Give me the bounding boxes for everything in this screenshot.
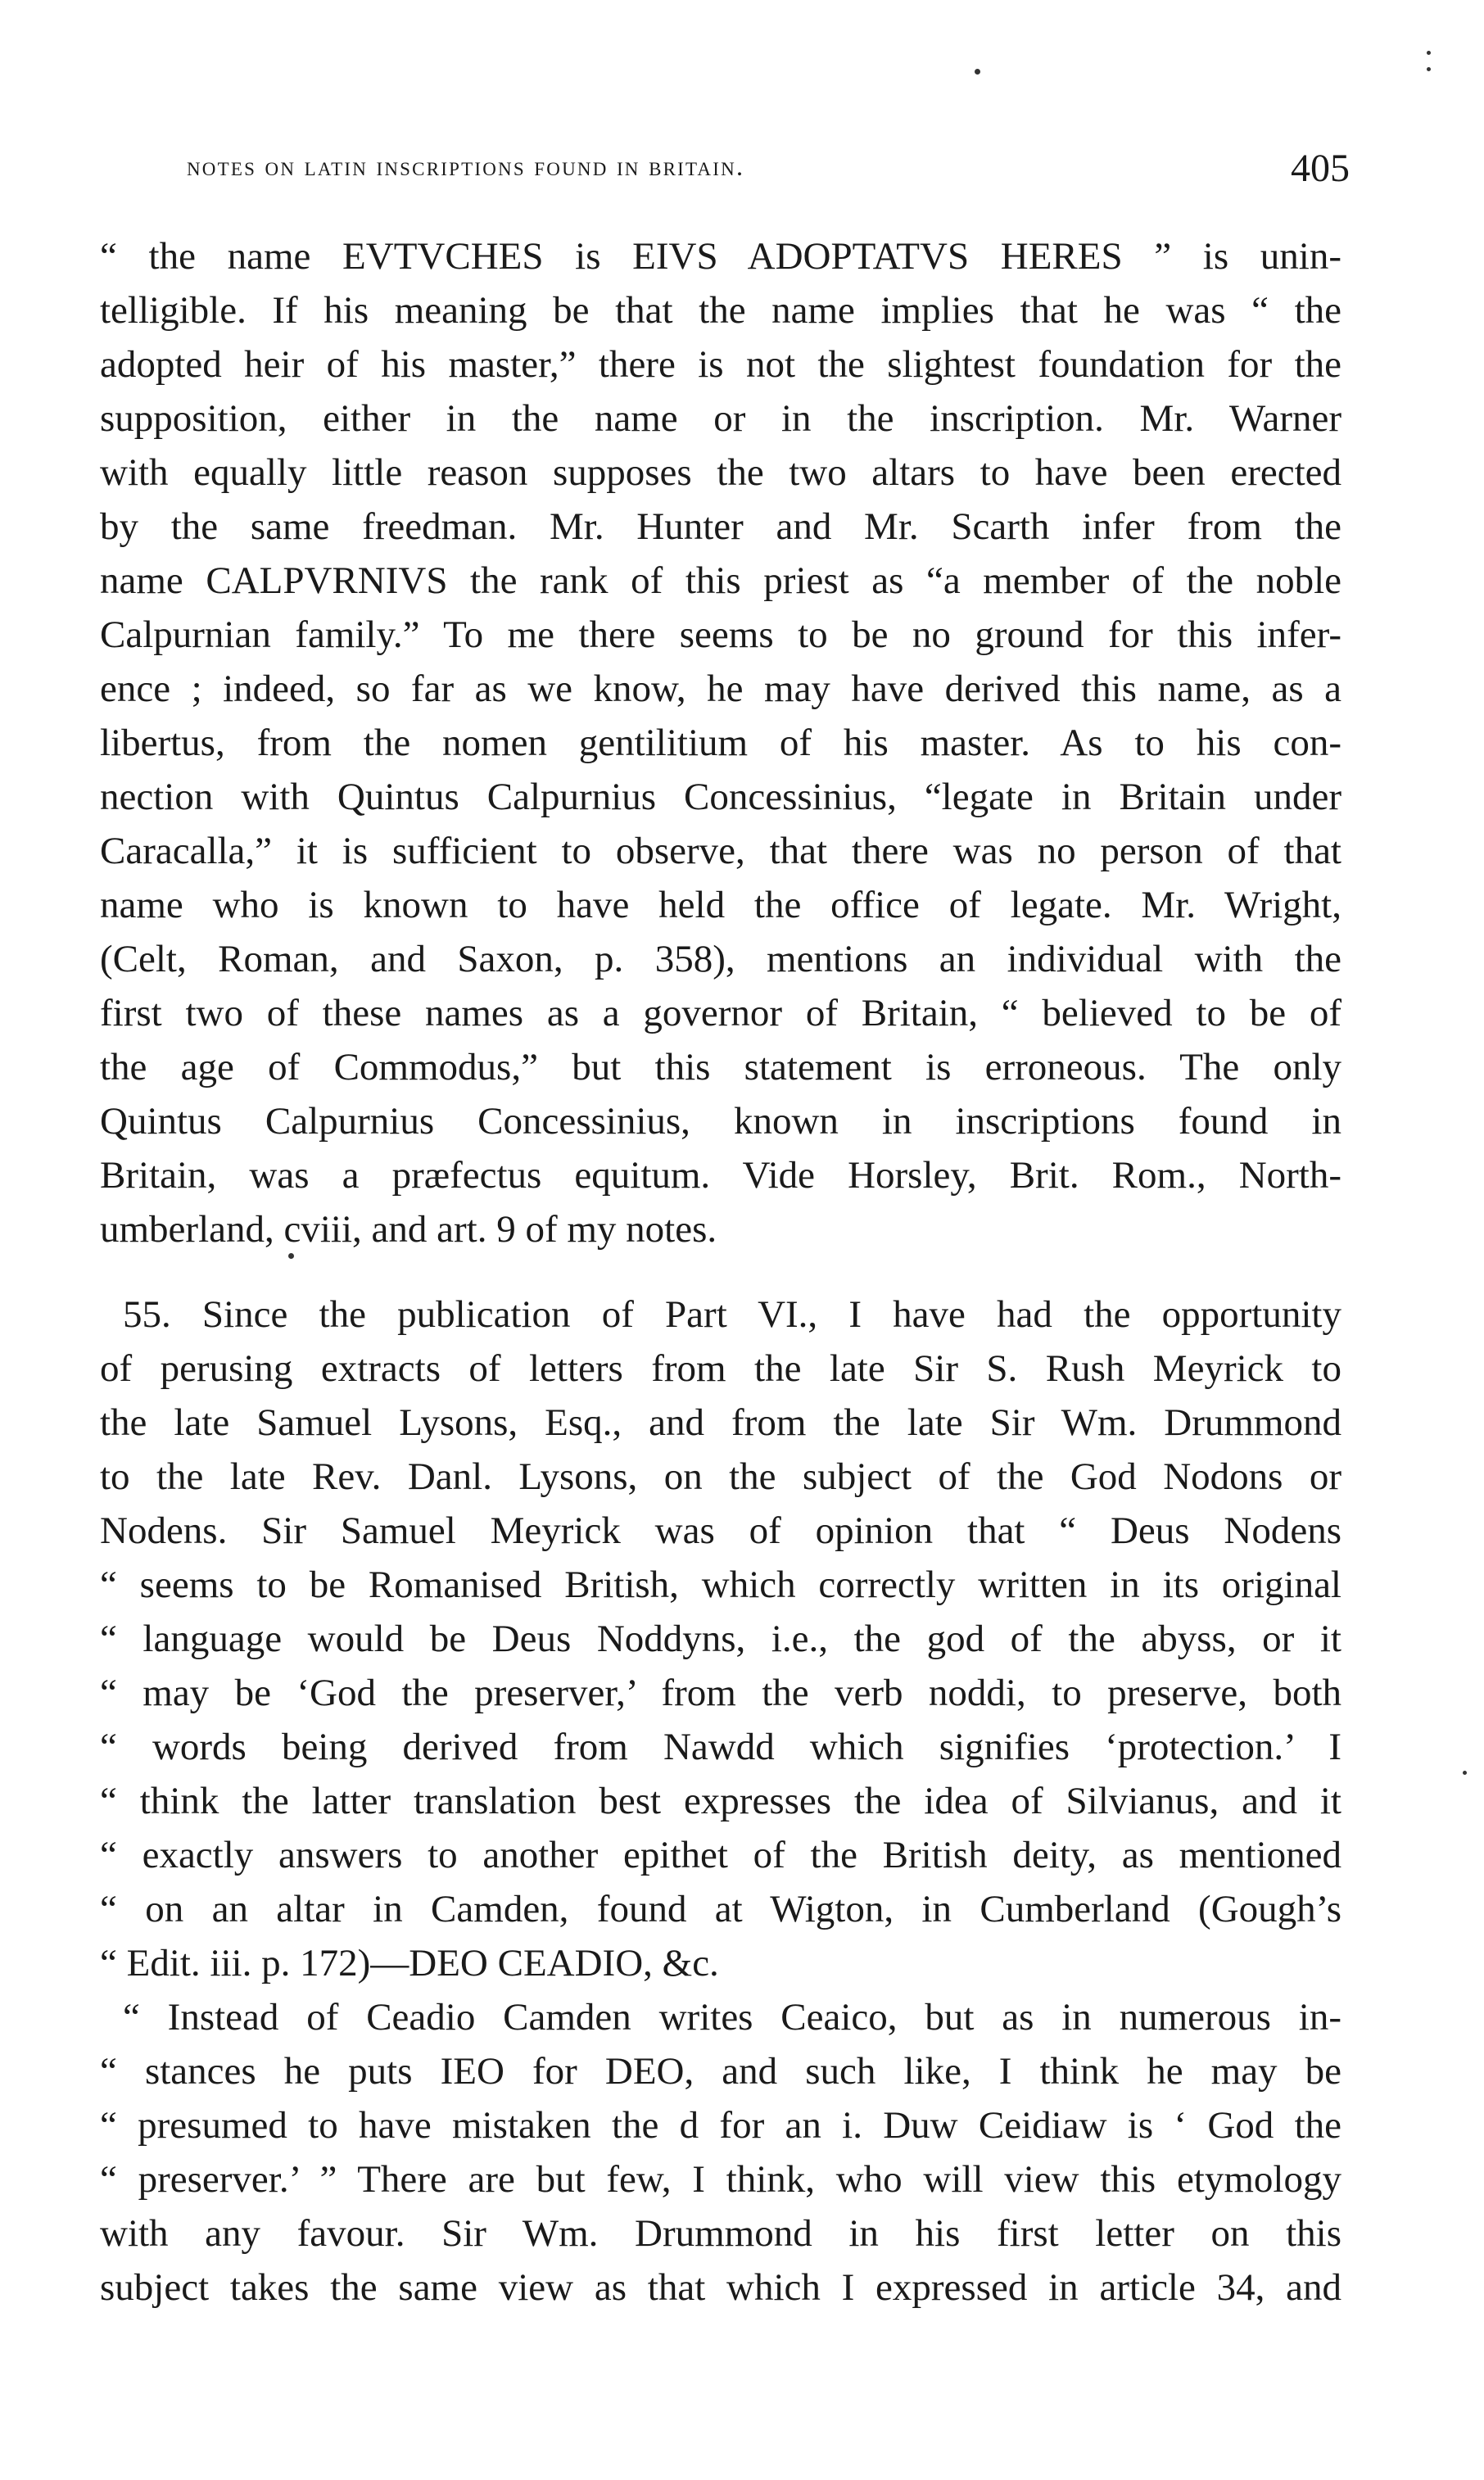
text-line: umberland, cviii, and art. 9 of my notes. [100,1208,717,1251]
running-head: notes on latin inscriptions found in britain. [187,152,745,182]
text-line: “ on an altar in Camden, found at Wigton, in Cumberland (Gough’s [100,1888,1341,1930]
text-line: Quintus Calpurnius Concessinius, known in inscriptions found in [100,1100,1341,1143]
text-line: Calpurnian family.” To me there seems to be no ground for this infer- [100,613,1341,656]
text-line: libertus, from the nomen gentilitium of his master. As to his con- [100,722,1341,764]
text-line: to the late Rev. Danl. Lysons, on the subject of the God Nodons or [100,1455,1341,1498]
page-header [187,146,1350,195]
text-line: the age of Commodus,” but this statement is erroneous. The only [100,1046,1341,1088]
text-line: nection with Quintus Calpurnius Concessinius, “legate in Britain under [100,776,1341,818]
text-line: Nodens. Sir Samuel Meyrick was of opinion that “ Deus Nodens [100,1509,1341,1552]
text-line: “ preserver.’ ” There are but few, I think, who will view this etymology [100,2158,1341,2201]
paragraph-55 [100,1288,1341,1990]
text-line: name who is known to have held the office of legate. Mr. Wright, [100,884,1341,926]
paragraph-quote-continuation [100,1990,1341,2315]
text-line: “ the name EVTVCHES is EIVS ADOPTATVS HERES ” is unin- [100,235,1341,278]
paragraph-continuation [100,229,1341,1256]
text-line: ence ; indeed, so far as we know, he may have derived this name, as a [100,668,1341,710]
text-line: first two of these names as a governor of Britain, “ believed to be of [100,992,1341,1034]
text-line: 55. Since the publication of Part VI., I have had the opportunity [123,1293,1341,1336]
text-line: “ words being derived from Nawdd which signifies ‘protection.’ I [100,1726,1341,1768]
text-line: supposition, either in the name or in the inscription. Mr. Warner [100,397,1341,440]
text-line: Britain, was a præfectus equitum. Vide Horsley, Brit. Rom., North- [100,1154,1341,1197]
text-line: (Celt, Roman, and Saxon, p. 358), mentions an individual with the [100,938,1341,980]
text-line: “ Edit. iii. p. 172)—DEO CEADIO, &c. [100,1942,719,1984]
text-line: by the same freedman. Mr. Hunter and Mr. Scarth infer from the [100,505,1341,548]
scan-speck [1427,67,1431,71]
text-line: “ seems to be Romanised British, which correctly written in its original [100,1564,1341,1606]
text-line: “ Instead of Ceadio Camden writes Ceaico, but as in numerous in- [123,1996,1341,2039]
text-line: of perusing extracts of letters from the late Sir S. Rush Meyrick to [100,1347,1341,1390]
scan-speck [288,1253,294,1259]
text-line: name CALPVRNIVS the rank of this priest as “a member of the noble [100,559,1341,602]
text-line: with equally little reason supposes the two altars to have been erected [100,451,1341,494]
text-line: “ may be ‘God the preserver,’ from the verb noddi, to preserve, both [100,1672,1341,1714]
text-line: “ stances he puts IEO for DEO, and such like, I think he may be [100,2050,1341,2093]
text-line: “ language would be Deus Noddyns, i.e., the god of the abyss, or it [100,1618,1341,1660]
scan-speck [1463,1771,1467,1775]
text-line: adopted heir of his master,” there is not the slightest foundation for the [100,343,1341,386]
page-number: 405 [1291,147,1350,190]
text-line: the late Samuel Lysons, Esq., and from the late Sir Wm. Drummond [100,1401,1341,1444]
text-line: telligible. If his meaning be that the name implies that he was “ the [100,289,1341,332]
scan-speck [1427,51,1431,55]
text-line: “ presumed to have mistaken the d for an i. Duw Ceidiaw is ‘ God the [100,2104,1341,2147]
text-line: “ exactly answers to another epithet of the British deity, as mentioned [100,1834,1341,1876]
text-line: Caracalla,” it is sufficient to observe, that there was no person of that [100,830,1341,872]
text-line: subject takes the same view as that which I expressed in article 34, and [100,2266,1341,2309]
scan-speck [975,69,980,75]
text-line: “ think the latter translation best expresses the idea of Silvianus, and it [100,1780,1341,1822]
text-line: with any favour. Sir Wm. Drummond in his first letter on this [100,2212,1341,2255]
